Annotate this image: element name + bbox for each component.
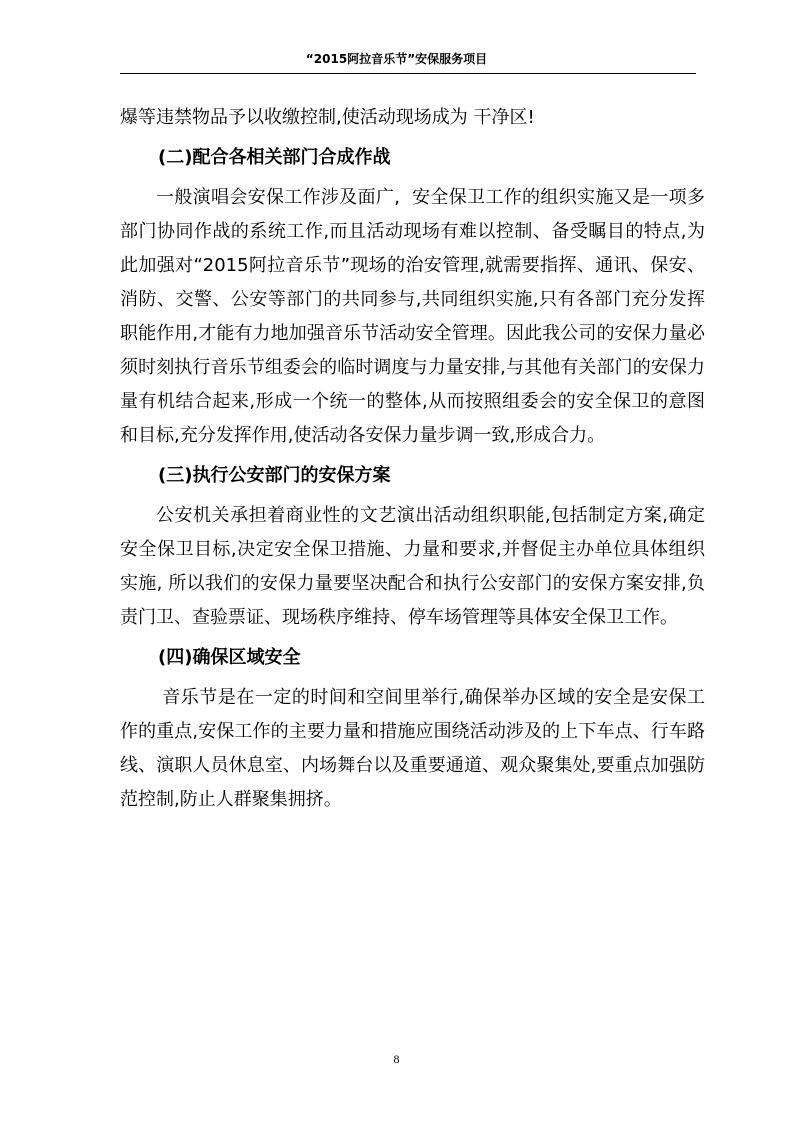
document-body [120, 101, 705, 817]
section-paragraph-4: 音乐节是在一定的时间和空间里举行,确保举办区域的安全是安保工作的重点,安保工作的主要力量和措施应围绕活动涉及的上下车点、行车路线、演职人员休息室、内场舞台以及重要通道、观众聚集处,要重点加强防范控制,防止人群聚集拥挤。 [120, 687, 705, 810]
running-header: “2015阿拉音乐节”安保服务项目 [305, 52, 488, 66]
page-number: 8 [393, 1052, 400, 1066]
section-heading-4: (四)确保区域安全 [158, 647, 301, 668]
section-heading-3: (三)执行公安部门的安保方案 [158, 465, 391, 486]
header-rule [120, 73, 696, 74]
continuation-paragraph: 爆等违禁物品予以收缴控制,使活动现场成为 干净区! [120, 107, 535, 128]
section-paragraph-3: 公安机关承担着商业性的文艺演出活动组织职能,包括制定方案,确定安全保卫目标,决定安全保卫措施、力量和要求,并督促主办单位具体组织实施, 所以我们的安保力量要坚决配合和执行公安部门的安保方案安排,负责门卫、查验票证、现场秩序维持、停车场管理等具体安全保卫工作。 [120, 505, 705, 628]
section-paragraph-2: 一般演唱会安保工作涉及面广, 安全保卫工作的组织实施又是一项多部门协同作战的系统工作,而且活动现场有难以控制、备受瞩目的特点,为此加强对“2015阿拉音乐节”现场的治安管理,就需要指挥、通讯、保安、消防、交警、公安等部门的共同参与,共同组织实施,只有各部门充分发挥职能作用,才能有力地加强音乐节活动安全管理。因此我公司的安保力量必须时刻执行音乐节组委会的临时调度与力量安排,与其他有关部门的安保力量有机结合起来,形成一个统一的整体,从而按照组委会的安全保卫的意图和目标,充分发挥作用,使活动各安保力量步调一致,形成合力。 [120, 187, 705, 446]
section-heading-2: (二)配合各相关部门合成作战 [158, 147, 391, 168]
